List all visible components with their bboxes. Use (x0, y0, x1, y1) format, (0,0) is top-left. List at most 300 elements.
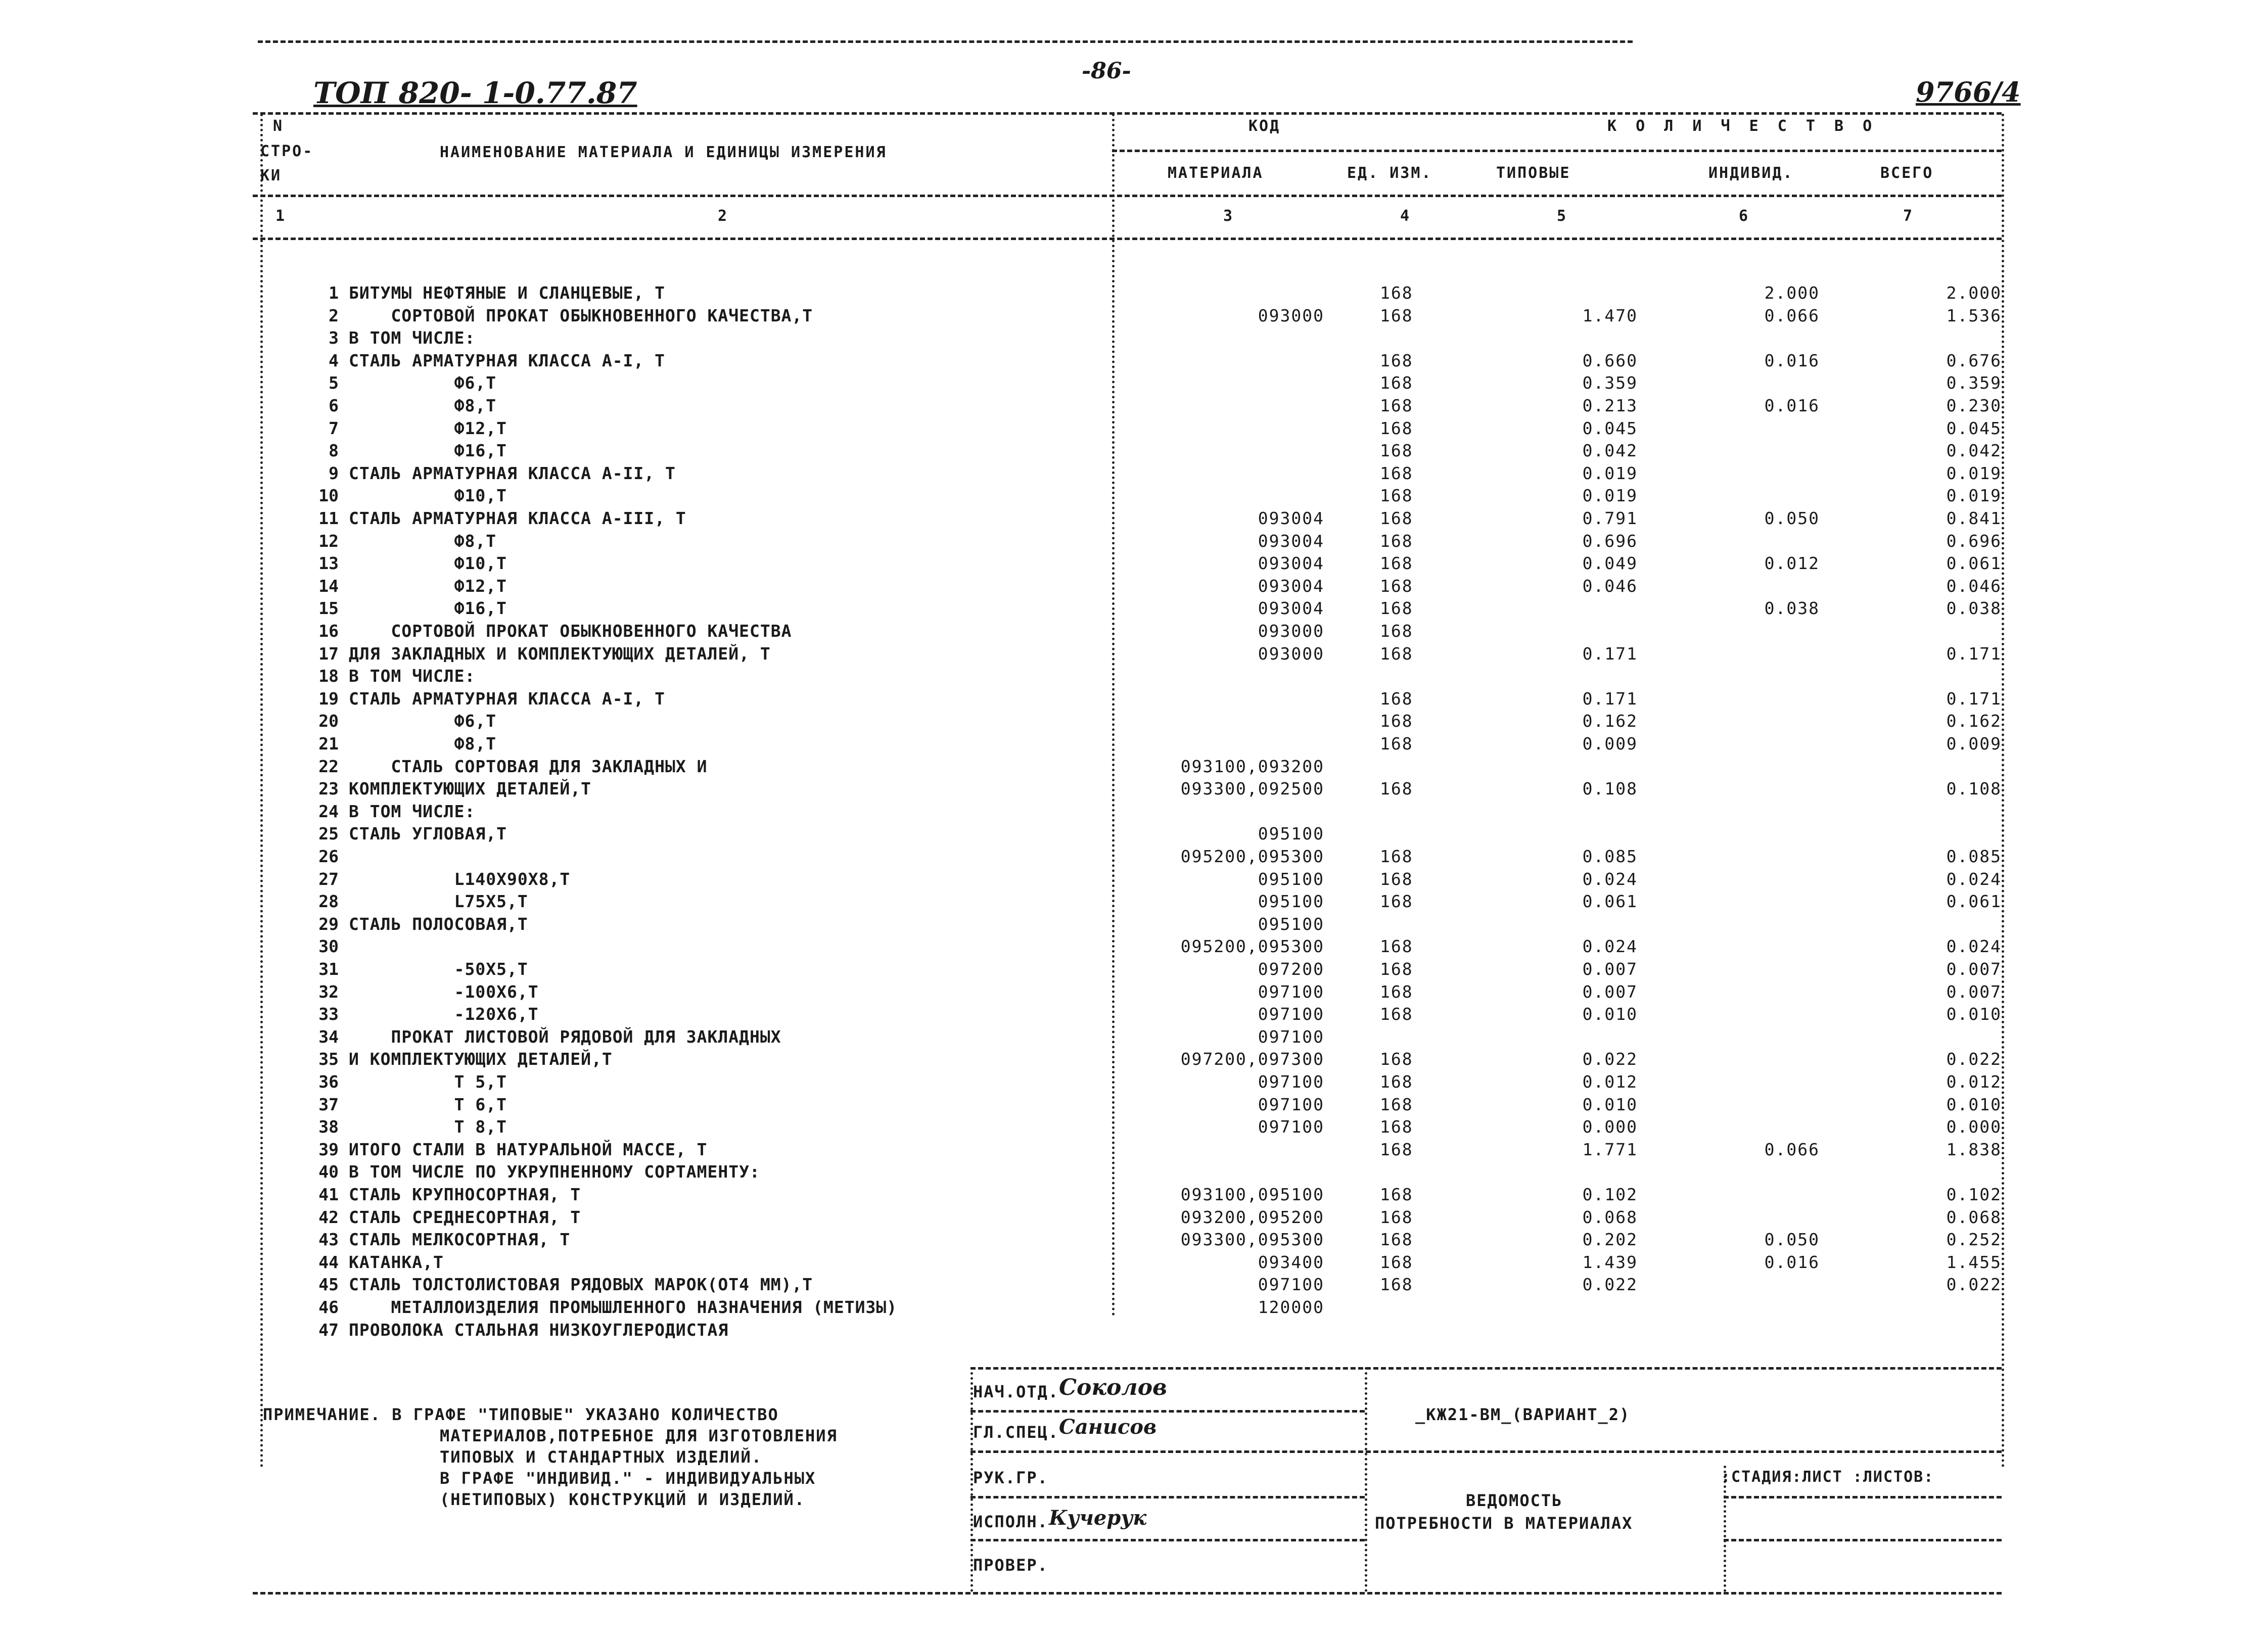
row-number: 16 (318, 621, 339, 641)
unit-code: 168 (1380, 1275, 1413, 1295)
table-row (0, 396, 2268, 418)
qty-typical: 1.771 (1582, 1139, 1638, 1159)
unit-code: 168 (1380, 1185, 1413, 1204)
qty-typical: 0.696 (1582, 531, 1638, 551)
material-name: СТАЛЬ АРМАТУРНАЯ КЛАССА А-I, Т (349, 688, 666, 709)
row-number: 22 (318, 756, 339, 776)
table-row (0, 914, 2268, 936)
row-number: 29 (318, 914, 339, 934)
table-row (0, 936, 2268, 959)
table-row (0, 824, 2268, 846)
qty-typical: 0.010 (1582, 1004, 1638, 1024)
table-row (0, 644, 2268, 666)
material-code: 097100 (1258, 1117, 1324, 1137)
unit-code: 168 (1380, 1207, 1413, 1227)
stamp-rule-3 (970, 1496, 1365, 1498)
doc-code: ТОП 820- 1-0.77.87 (313, 76, 637, 110)
row-number: 20 (318, 711, 339, 731)
ispoln-signature: Кучерук (1049, 1506, 1147, 1530)
table-row (0, 711, 2268, 733)
table-row (0, 757, 2268, 779)
material-code: 093004 (1258, 576, 1324, 596)
qty-total: 0.024 (1946, 869, 2002, 889)
table-row (0, 892, 2268, 914)
qty-individual: 0.016 (1764, 1252, 1820, 1272)
page-number: -86- (1082, 58, 1131, 84)
table-row (0, 486, 2268, 508)
table-row (0, 959, 2268, 981)
row-number: 41 (318, 1185, 339, 1204)
row-number: 2 (329, 305, 339, 325)
col5-header: ТИПОВЫЕ (1496, 164, 1571, 182)
qty-typical: 0.049 (1582, 553, 1638, 574)
index-rule (253, 238, 2002, 240)
col-index-3: 3 (1223, 207, 1234, 225)
material-name: Ф8,Т (349, 734, 497, 754)
material-name: Т 6,Т (349, 1094, 507, 1114)
table-row (0, 1027, 2268, 1049)
note-line3: ТИПОВЫХ И СТАНДАРТНЫХ ИЗДЕЛИЙ. (440, 1447, 762, 1467)
qty-typical: 0.022 (1582, 1049, 1638, 1069)
qty-individual: 0.050 (1764, 1230, 1820, 1250)
table-row (0, 1140, 2268, 1162)
unit-code: 168 (1380, 305, 1413, 325)
variant-code: _КЖ21-ВМ_(ВАРИАНТ_2) (1415, 1405, 1631, 1424)
table-row (0, 689, 2268, 711)
col-index-4: 4 (1400, 207, 1411, 225)
unit-code: 168 (1380, 396, 1413, 415)
qty-total: 0.046 (1946, 576, 2002, 596)
col1-header-line2: СТРО- (260, 143, 314, 160)
material-name: В ТОМ ЧИСЛЕ: (349, 328, 476, 348)
qty-individual: 0.066 (1764, 305, 1820, 325)
col-index-7: 7 (1903, 207, 1914, 225)
qty-total: 0.045 (1946, 418, 2002, 438)
table-row (0, 1320, 2268, 1342)
qty-individual: 0.066 (1764, 1139, 1820, 1159)
qty-typical: 0.024 (1582, 936, 1638, 957)
row-number: 36 (318, 1072, 339, 1092)
col3-header: МАТЕРИАЛА (1168, 164, 1264, 182)
material-name: ДЛЯ ЗАКЛАДНЫХ И КОМПЛЕКТУЮЩИХ ДЕТАЛЕЙ, Т (349, 643, 771, 664)
material-code: 097100 (1258, 1072, 1324, 1092)
bottom-rule (253, 1592, 2002, 1594)
row-number: 5 (329, 373, 339, 393)
material-code: 093300,092500 (1180, 779, 1324, 799)
material-code: 093000 (1258, 621, 1324, 641)
table-row (0, 598, 2268, 621)
material-name: -50Х5,Т (349, 959, 528, 979)
table-row (0, 1207, 2268, 1230)
unit-code: 168 (1380, 508, 1413, 528)
row-number: 7 (329, 418, 339, 438)
qty-typical: 0.213 (1582, 396, 1638, 415)
material-code: 097200 (1258, 959, 1324, 979)
unit-code: 168 (1380, 981, 1413, 1002)
material-name: Ф6,Т (349, 711, 497, 731)
material-name: L140Х90Х8,Т (349, 869, 571, 889)
row-number: 31 (318, 959, 339, 979)
qty-total: 0.359 (1946, 373, 2002, 393)
qty-typical: 0.061 (1582, 892, 1638, 912)
col4-header: ЕД. ИЗМ. (1347, 164, 1432, 182)
unit-code: 168 (1380, 350, 1413, 370)
table-row (0, 351, 2268, 373)
qty-total: 0.696 (1946, 531, 2002, 551)
qty-total: 1.536 (1946, 305, 2002, 325)
material-code: 093100,095100 (1180, 1185, 1324, 1204)
table-row (0, 1072, 2268, 1094)
qty-total: 0.061 (1946, 892, 2002, 912)
ruk-gr-label: РУК.ГР. (973, 1468, 1048, 1487)
row-number: 12 (318, 531, 339, 551)
code-group-header: КОД (1248, 117, 1281, 135)
table-row (0, 441, 2268, 463)
row-number: 45 (318, 1275, 339, 1295)
material-code: 093000 (1258, 305, 1324, 325)
unit-code: 168 (1380, 486, 1413, 506)
material-code: 095100 (1258, 914, 1324, 934)
material-code: 093004 (1258, 598, 1324, 619)
material-name: В ТОМ ЧИСЛЕ: (349, 801, 476, 821)
header-mid-rule (1112, 150, 2002, 152)
row-number: 46 (318, 1297, 339, 1317)
row-number: 1 (329, 283, 339, 303)
qty-typical: 0.019 (1582, 486, 1638, 506)
material-name: СОРТОВОЙ ПРОКАТ ОБЫКНОВЕННОГО КАЧЕСТВА,Т (349, 305, 813, 325)
unit-code: 168 (1380, 734, 1413, 754)
unit-code: 168 (1380, 1117, 1413, 1137)
col1-header-line3: КИ (260, 167, 282, 184)
table-row (0, 621, 2268, 643)
note-line2: МАТЕРИАЛОВ,ПОТРЕБНОЕ ДЛЯ ИЗГОТОВЛЕНИЯ (440, 1426, 838, 1445)
qty-total: 0.022 (1946, 1049, 2002, 1069)
table-row (0, 847, 2268, 869)
qty-total: 0.010 (1946, 1004, 2002, 1024)
col2-header: НАИМЕНОВАНИЕ МАТЕРИАЛА И ЕДИНИЦЫ ИЗМЕРЕНИЯ (440, 144, 887, 161)
material-code: 093100,093200 (1180, 756, 1324, 776)
material-name: МЕТАЛЛОИЗДЕЛИЯ ПРОМЫШЛЕННОГО НАЗНАЧЕНИЯ (МЕТИЗЫ) (349, 1297, 898, 1317)
table-row (0, 1095, 2268, 1117)
table-row (0, 553, 2268, 576)
row-number: 30 (318, 936, 339, 957)
qty-total: 0.000 (1946, 1117, 2002, 1137)
row-number: 37 (318, 1094, 339, 1114)
row-number: 8 (329, 441, 339, 461)
row-number: 25 (318, 824, 339, 844)
row-number: 39 (318, 1139, 339, 1159)
unit-code: 168 (1380, 553, 1413, 574)
document-title-line1: ВЕДОМОСТЬ (1466, 1491, 1563, 1510)
material-name: В ТОМ ЧИСЛЕ ПО УКРУПНЕННОМУ СОРТАМЕНТУ: (349, 1162, 760, 1182)
table-row (0, 1117, 2268, 1139)
table-row (0, 779, 2268, 801)
material-name: КАТАНКА,Т (349, 1252, 444, 1272)
qty-total: 2.000 (1946, 283, 2002, 303)
qty-typical: 0.068 (1582, 1207, 1638, 1227)
material-name: Ф12,Т (349, 576, 507, 596)
row-number: 33 (318, 1004, 339, 1024)
qty-individual: 0.012 (1764, 553, 1820, 574)
unit-code: 168 (1380, 621, 1413, 641)
qty-typical: 0.000 (1582, 1117, 1638, 1137)
material-name: Т 8,Т (349, 1117, 507, 1137)
material-code: 097100 (1258, 1094, 1324, 1114)
qty-typical: 0.162 (1582, 711, 1638, 731)
qty-typical: 0.042 (1582, 441, 1638, 461)
unit-code: 168 (1380, 418, 1413, 438)
table-row (0, 418, 2268, 441)
col-index-1: 1 (275, 207, 287, 225)
row-number: 15 (318, 598, 339, 619)
qty-typical: 0.009 (1582, 734, 1638, 754)
note-line5: (НЕТИПОВЫХ) КОНСТРУКЦИЙ И ИЗДЕЛИЙ. (440, 1490, 806, 1509)
qty-total: 0.108 (1946, 779, 2002, 799)
row-number: 17 (318, 643, 339, 664)
row-number: 13 (318, 553, 339, 574)
material-name: ИТОГО СТАЛИ В НАТУРАЛЬНОЙ МАССЕ, Т (349, 1139, 708, 1159)
material-name: Т 5,Т (349, 1072, 507, 1092)
table-row (0, 306, 2268, 328)
qty-typical: 0.102 (1582, 1185, 1638, 1204)
ispoln-label: ИСПОЛН. (973, 1512, 1048, 1531)
material-name: СТАЛЬ ПОЛОСОВАЯ,Т (349, 914, 528, 934)
unit-code: 168 (1380, 1049, 1413, 1069)
qty-total: 0.171 (1946, 688, 2002, 709)
qty-total: 0.022 (1946, 1275, 2002, 1295)
material-name: И КОМПЛЕКТУЮЩИХ ДЕТАЛЕЙ,Т (349, 1049, 613, 1069)
material-name: СОРТОВОЙ ПРОКАТ ОБЫКНОВЕННОГО КАЧЕСТВА (349, 621, 792, 641)
unit-code: 168 (1380, 463, 1413, 483)
row-number: 28 (318, 892, 339, 912)
material-code: 093004 (1258, 553, 1324, 574)
material-code: 093400 (1258, 1252, 1324, 1272)
material-name: СТАЛЬ СОРТОВАЯ ДЛЯ ЗАКЛАДНЫХ И (349, 756, 708, 776)
qty-total: 0.019 (1946, 486, 2002, 506)
qty-typical: 0.660 (1582, 350, 1638, 370)
qty-total: 0.009 (1946, 734, 2002, 754)
row-number: 6 (329, 396, 339, 415)
material-name: -120Х6,Т (349, 1004, 539, 1024)
material-code: 097100 (1258, 1004, 1324, 1024)
table-row (0, 1162, 2268, 1184)
unit-code: 168 (1380, 936, 1413, 957)
row-number: 9 (329, 463, 339, 483)
unit-code: 168 (1380, 1252, 1413, 1272)
row-number: 43 (318, 1230, 339, 1250)
col-index-5: 5 (1557, 207, 1568, 225)
qty-typical: 0.359 (1582, 373, 1638, 393)
unit-code: 168 (1380, 576, 1413, 596)
top-rule (258, 40, 1633, 43)
table-row (0, 1004, 2268, 1026)
row-number: 27 (318, 869, 339, 889)
qty-total: 0.038 (1946, 598, 2002, 619)
stamp-top-rule (970, 1367, 2002, 1370)
qty-typical: 0.024 (1582, 869, 1638, 889)
qty-individual: 0.016 (1764, 350, 1820, 370)
col1-header-line1: N (273, 117, 284, 135)
row-number: 34 (318, 1026, 339, 1047)
qty-total: 0.102 (1946, 1185, 2002, 1204)
unit-code: 168 (1380, 598, 1413, 619)
qty-total: 0.068 (1946, 1207, 2002, 1227)
table-row (0, 1252, 2268, 1275)
row-number: 14 (318, 576, 339, 596)
row-number: 32 (318, 981, 339, 1002)
material-name: L75Х5,Т (349, 892, 528, 912)
header-bottom-rule (253, 195, 2002, 197)
table-row (0, 328, 2268, 350)
qty-typical: 1.470 (1582, 305, 1638, 325)
material-name: СТАЛЬ УГЛОВАЯ,Т (349, 824, 507, 844)
unit-code: 168 (1380, 373, 1413, 393)
material-name: СТАЛЬ АРМАТУРНАЯ КЛАССА А-II, Т (349, 463, 676, 483)
qty-typical: 0.045 (1582, 418, 1638, 438)
table-row (0, 802, 2268, 824)
table-row (0, 463, 2268, 486)
qty-total: 0.007 (1946, 959, 2002, 979)
stamp-rule-5 (1724, 1496, 2002, 1498)
material-code: 097100 (1258, 1026, 1324, 1047)
qty-typical: 0.010 (1582, 1094, 1638, 1114)
material-name: СТАЛЬ АРМАТУРНАЯ КЛАССА А-I, Т (349, 350, 666, 370)
table-row (0, 576, 2268, 598)
qty-typical: 0.007 (1582, 959, 1638, 979)
qty-individual: 2.000 (1764, 283, 1820, 303)
unit-code: 168 (1380, 441, 1413, 461)
material-code: 097100 (1258, 981, 1324, 1002)
table-row (0, 283, 2268, 305)
table-row (0, 373, 2268, 395)
qty-total: 0.019 (1946, 463, 2002, 483)
qty-group-header: К О Л И Ч Е С Т В О (1607, 117, 1877, 135)
header-top-rule (253, 112, 2002, 115)
material-name: СТАЛЬ ТОЛСТОЛИСТОВАЯ РЯДОВЫХ МАРОК(ОТ4 ММ),Т (349, 1275, 813, 1295)
table-row (0, 666, 2268, 688)
stamp-rule-1 (970, 1410, 1365, 1413)
row-number: 11 (318, 508, 339, 528)
unit-code: 168 (1380, 688, 1413, 709)
material-code: 093004 (1258, 508, 1324, 528)
table-row (0, 869, 2268, 892)
material-name: Ф16,Т (349, 441, 507, 461)
row-number: 35 (318, 1049, 339, 1069)
qty-typical: 0.046 (1582, 576, 1638, 596)
material-name: Ф8,Т (349, 396, 497, 415)
qty-total: 0.042 (1946, 441, 2002, 461)
material-code: 093200,095200 (1180, 1207, 1324, 1227)
unit-code: 168 (1380, 1139, 1413, 1159)
unit-code: 168 (1380, 959, 1413, 979)
table-row (0, 734, 2268, 756)
qty-total: 0.024 (1946, 936, 2002, 957)
stamp-rule-2 (970, 1450, 2002, 1453)
unit-code: 168 (1380, 711, 1413, 731)
row-number: 38 (318, 1117, 339, 1137)
qty-typical: 0.202 (1582, 1230, 1638, 1250)
unit-code: 168 (1380, 1004, 1413, 1024)
qty-total: 0.012 (1946, 1072, 2002, 1092)
row-number: 44 (318, 1252, 339, 1272)
unit-code: 168 (1380, 283, 1413, 303)
material-code: 095200,095300 (1180, 847, 1324, 866)
material-name: Ф6,Т (349, 373, 497, 393)
material-name: Ф16,Т (349, 598, 507, 619)
row-number: 42 (318, 1207, 339, 1227)
row-number: 21 (318, 734, 339, 754)
unit-code: 168 (1380, 779, 1413, 799)
row-number: 19 (318, 688, 339, 709)
row-number: 23 (318, 779, 339, 799)
qty-total: 0.171 (1946, 643, 2002, 664)
sheet-ref: 9766/4 (1916, 76, 2021, 108)
material-code: 097100 (1258, 1275, 1324, 1295)
col7-header: ВСЕГО (1880, 164, 1934, 182)
material-code: 095200,095300 (1180, 936, 1324, 957)
table-row (0, 1185, 2268, 1207)
qty-individual: 0.050 (1764, 508, 1820, 528)
unit-code: 168 (1380, 643, 1413, 664)
material-name: Ф8,Т (349, 531, 497, 551)
material-code: 093004 (1258, 531, 1324, 551)
qty-typical: 0.019 (1582, 463, 1638, 483)
qty-typical: 0.791 (1582, 508, 1638, 528)
material-name: ПРОКАТ ЛИСТОВОЙ РЯДОВОЙ ДЛЯ ЗАКЛАДНЫХ (349, 1026, 781, 1047)
material-name: Ф10,Т (349, 553, 507, 574)
row-number: 4 (329, 350, 339, 370)
material-name: Ф10,Т (349, 486, 507, 506)
qty-typical: 0.171 (1582, 688, 1638, 709)
qty-total: 0.676 (1946, 350, 2002, 370)
material-name: КОМПЛЕКТУЮЩИХ ДЕТАЛЕЙ,Т (349, 779, 591, 799)
qty-typical: 0.171 (1582, 643, 1638, 664)
qty-total: 0.085 (1946, 847, 2002, 866)
nach-otd-signature: Соколов (1059, 1375, 1167, 1400)
prover-label: ПРОВЕР. (973, 1556, 1048, 1575)
row-number: 24 (318, 801, 339, 821)
nach-otd-label: НАЧ.ОТД. (973, 1382, 1059, 1401)
col6-header: ИНДИВИД. (1708, 164, 1794, 182)
qty-total: 0.162 (1946, 711, 2002, 731)
unit-code: 168 (1380, 531, 1413, 551)
material-name: СТАЛЬ АРМАТУРНАЯ КЛАССА А-III, Т (349, 508, 686, 528)
unit-code: 168 (1380, 869, 1413, 889)
qty-total: 1.455 (1946, 1252, 2002, 1272)
col-index-2: 2 (718, 207, 729, 225)
stage-sheet-sheets-labels: :СТАДИЯ:ЛИСТ :ЛИСТОВ: (1721, 1468, 1934, 1486)
gl-spec-signature: Санисов (1059, 1415, 1157, 1439)
material-code: 095100 (1258, 869, 1324, 889)
material-name: Ф12,Т (349, 418, 507, 438)
qty-typical: 0.022 (1582, 1275, 1638, 1295)
qty-typical: 0.085 (1582, 847, 1638, 866)
unit-code: 168 (1380, 1230, 1413, 1250)
row-number: 18 (318, 666, 339, 686)
unit-code: 168 (1380, 847, 1413, 866)
qty-total: 0.841 (1946, 508, 2002, 528)
qty-typical: 0.012 (1582, 1072, 1638, 1092)
material-name: В ТОМ ЧИСЛЕ: (349, 666, 476, 686)
qty-typical: 1.439 (1582, 1252, 1638, 1272)
col-index-6: 6 (1739, 207, 1750, 225)
material-name: -100Х6,Т (349, 981, 539, 1002)
material-code: 095100 (1258, 824, 1324, 844)
gl-spec-label: ГЛ.СПЕЦ. (973, 1423, 1059, 1442)
qty-total: 0.061 (1946, 553, 2002, 574)
row-number: 47 (318, 1320, 339, 1340)
qty-total: 0.252 (1946, 1230, 2002, 1250)
